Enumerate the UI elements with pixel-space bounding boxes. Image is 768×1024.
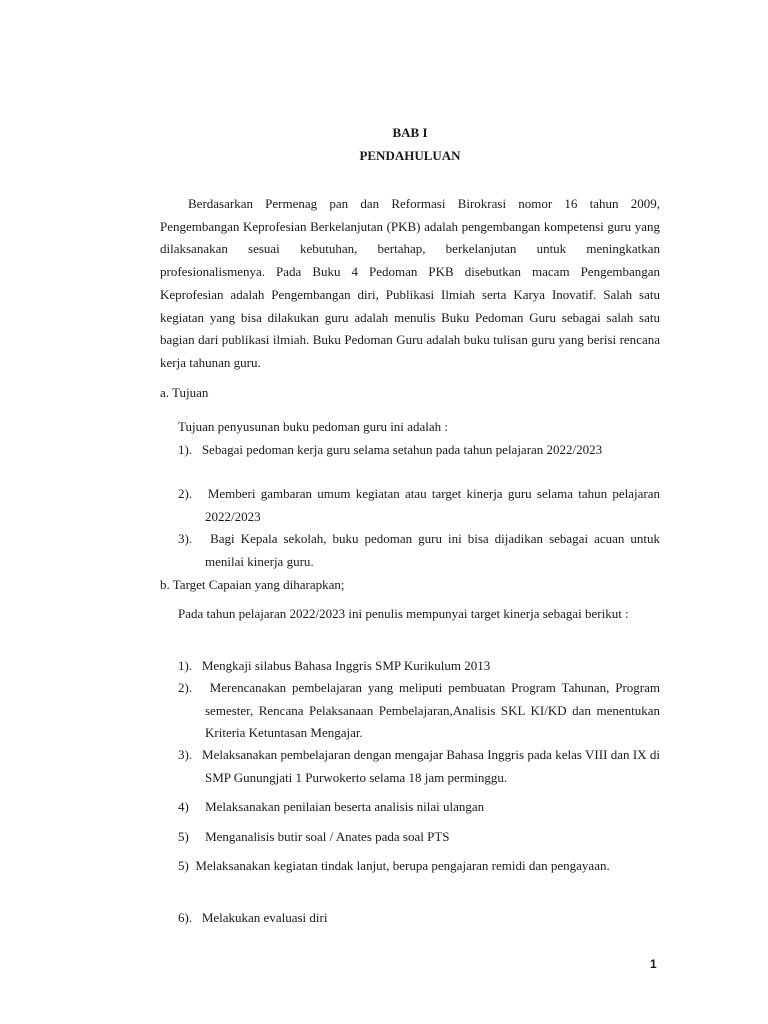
chapter-heading: PENDAHULUAN <box>359 148 461 163</box>
list-item: 3). Melaksanakan pembelajaran dengan mengajar Bahasa Inggris pada kelas VIII dan IX di SMP Gunungjati 1 Purwokerto selama 18 jam perminggu. <box>178 747 660 785</box>
list-item: 6). Melakukan evaluasi diri <box>178 910 328 925</box>
section-b-intro: Pada tahun pelajaran 2022/2023 ini penulis mempunyai target kinerja sebagai berikut : <box>178 606 629 621</box>
intro-paragraph: Berdasarkan Permenag pan dan Reformasi Birokrasi nomor 16 tahun 2009, Pengembangan Keprofesian Berkelanjutan (PKB) adalah pengembangan kompetensi guru yang dilaksanakan sesuai kebutuhan, bertahap, berkelanjutan untuk meningkatkan profesionalismenya. Pada Buku 4 Pedoman PKB disebutkan macam Pengembangan Keprofesian adalah Pengembangan diri, Publikasi Ilmiah serta Karya Inovatif. Salah satu kegiatan yang bisa dilakukan guru adalah menulis Buku Pedoman Guru sebagai salah satu bagian dari publikasi ilmiah. Buku Pedoman Guru adalah buku tulisan guru yang berisi rencana kerja tahunan guru. <box>160 196 660 370</box>
list-item: 5) Menganalisis butir soal / Anates pada soal PTS <box>178 829 450 844</box>
list-item: 1). Mengkaji silabus Bahasa Inggris SMP Kurikulum 2013 <box>178 658 491 673</box>
page-number: 1 <box>650 957 657 971</box>
list-item: 2). Memberi gambaran umum kegiatan atau target kinerja guru selama tahun pelajaran 2022/2023 <box>178 486 660 524</box>
list-item: 1). Sebagai pedoman kerja guru selama setahun pada tahun pelajaran 2022/2023 <box>178 442 603 457</box>
section-a-title: a. Tujuan <box>160 385 209 400</box>
chapter-title: BAB I <box>392 125 428 140</box>
list-item: 3). Bagi Kepala sekolah, buku pedoman guru ini bisa dijadikan sebagai acuan untuk menilai kinerja guru. <box>178 531 660 569</box>
list-item: 2). Merencanakan pembelajaran yang meliputi pembuatan Program Tahunan, Program semester, Rencana Pelaksanaan Pembelajaran,Analisis SKL KI/KD dan menentukan Kriteria Ketuntasan Mengajar. <box>178 680 660 741</box>
list-item: 5) Melaksanakan kegiatan tindak lanjut, berupa pengajaran remidi dan pengayaan. <box>178 858 610 873</box>
list-item: 4) Melaksanakan penilaian beserta analisis nilai ulangan <box>178 799 485 814</box>
section-b-title: b. Target Capaian yang diharapkan; <box>160 577 345 592</box>
section-a-intro: Tujuan penyusunan buku pedoman guru ini adalah : <box>178 419 448 434</box>
